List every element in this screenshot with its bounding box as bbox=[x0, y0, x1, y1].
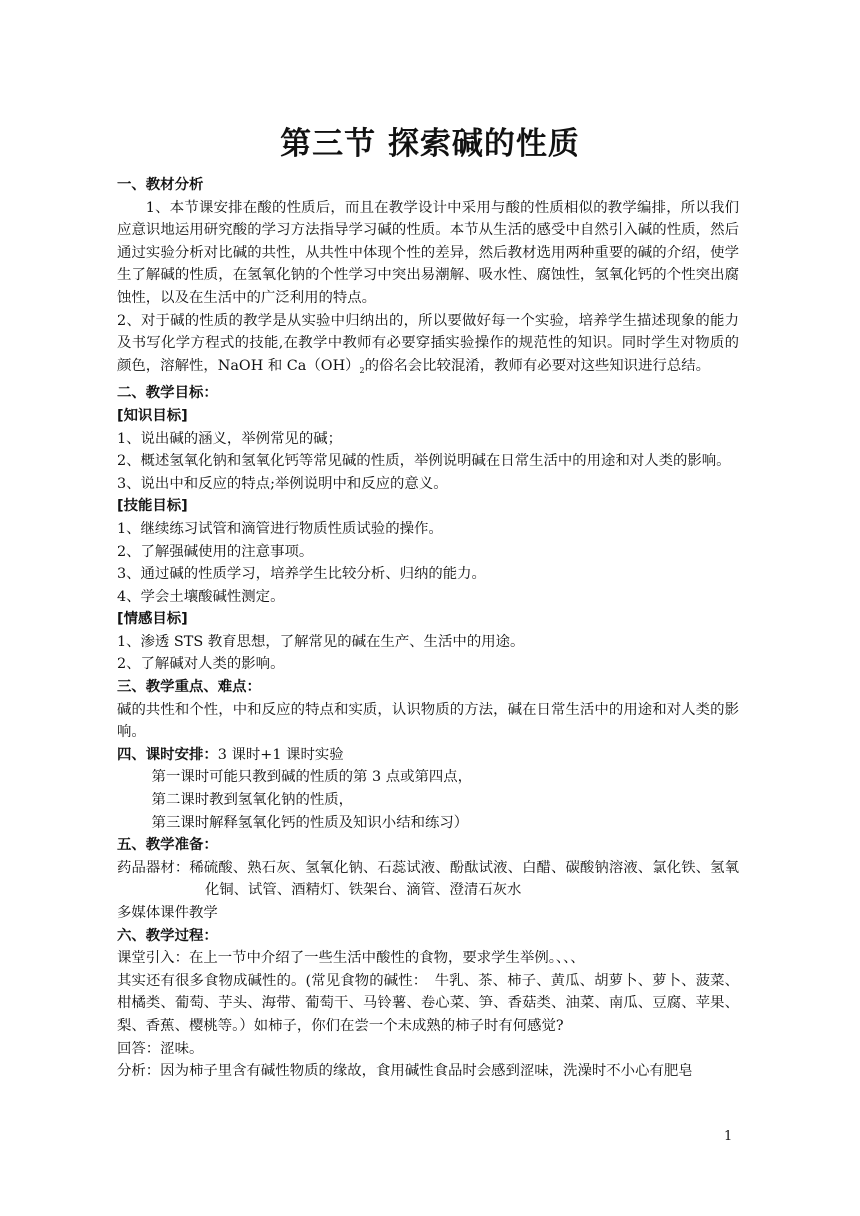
paragraph: 课堂引入：在上一节中介绍了一些生活中酸性的食物，要求学生举例。、、、 bbox=[117, 950, 585, 967]
list-item: 第一课时可能只教到碱的性质的第 3 点或第四点， bbox=[151, 769, 473, 786]
section-heading-analysis: 一、教材分析 bbox=[117, 177, 204, 193]
paragraph: 1、本节课安排在酸的性质后，而且在教学设计中采用与酸的性质相似的教学编排，所以我们应意识地运用研究酸的学习方法指导学习碱的性质。本节从生活的感受中自然引入碱的性质，然后通过实验分析对比碱的共性，从共性中体现个性的差异，然后教材选用两种重要的碱的介绍，使学生了解碱的性质，在氢氧化钠的个性学习中突出易潮解、吸水性、腐蚀性，氢氧化钙的个性突出腐蚀性，以及在生活中的广泛利用的特点。 bbox=[117, 199, 739, 306]
list-item: 3、说出中和反应的特点;举例说明中和反应的意义。 bbox=[117, 475, 448, 492]
schedule-line bbox=[117, 744, 739, 767]
list-item: 2、概述氢氧化钠和氢氧化钙等常见碱的性质，举例说明碱在日常生活中的用途和对人类的影响。 bbox=[117, 453, 731, 470]
schedule-summary: 3 课时+1 课时实验 bbox=[217, 746, 344, 763]
paragraph: 回答：涩味。 bbox=[117, 1040, 204, 1057]
page-number: 1 bbox=[724, 1129, 733, 1144]
section-heading-schedule: 四、课时安排： bbox=[117, 746, 218, 763]
paragraph: 其实还有很多食物成碱性的。(常见食物的碱性： 牛乳、茶、柿子、黄瓜、胡萝卜、萝卜、菠菜、柑橘类、葡萄、芋头、海带、葡萄干、马铃薯、卷心菜、笋、香菇类、油菜、南瓜、豆腐、苹果、梨、香蕉、樱桃等。）如柿子，你们在尝一个未成熟的柿子时有何感觉? bbox=[117, 972, 739, 1034]
paragraph-text: 的俗名会比较混淆，教师有必要对这些知识进行总结。 bbox=[364, 357, 710, 374]
page-title: 第三节 探索碱的性质 bbox=[280, 126, 580, 162]
section-heading-goals: 二、教学目标： bbox=[117, 385, 218, 402]
section-heading-preparation: 五、教学准备： bbox=[117, 837, 218, 854]
document-body bbox=[117, 174, 739, 1083]
subscript: 2 bbox=[359, 365, 365, 375]
paragraph bbox=[117, 310, 739, 383]
list-item: 第二课时教到氢氧化钠的性质， bbox=[151, 792, 354, 809]
subheading-skill: [技能目标] bbox=[117, 498, 188, 515]
list-item: 1、渗透 STS 教育思想，了解常见的碱在生产、生活中的用途。 bbox=[117, 633, 525, 650]
paragraph: 多媒体课件教学 bbox=[117, 905, 218, 921]
list-item: 1、说出碱的涵义，举例常见的碱； bbox=[117, 430, 343, 447]
subheading-knowledge: [知识目标] bbox=[117, 407, 188, 424]
subheading-emotion: [情感目标] bbox=[117, 611, 188, 628]
paragraph-text: 2、对于碱的性质的教学是从实验中归纳出的，所以要做好每一个实验，培养学生描述现象的能力及书写化学方程式的技能,在教学中教师有必要穿插实验操作的规范性的知识。同时学生对物质的颜色，溶解性，NaOH 和 Ca（OH） bbox=[117, 312, 739, 374]
list-item: 3、通过碱的性质学习，培养学生比较分析、归纳的能力。 bbox=[117, 566, 486, 583]
list-item: 2、了解碱对人类的影响。 bbox=[117, 656, 285, 673]
list-item: 第三课时解释氢氧化钙的性质及知识小结和练习） bbox=[151, 814, 469, 831]
paragraph: 碱的共性和个性，中和反应的特点和实质，认识物质的方法，碱在日常生活中的用途和对人类的影响。 bbox=[117, 701, 739, 741]
paragraph: 分析：因为柿子里含有碱性物质的缘故，食用碱性食品时会感到涩味，洗澡时不小心有肥皂 bbox=[117, 1063, 693, 1080]
list-item: 1、继续练习试管和滴管进行物质性质试验的操作。 bbox=[117, 520, 443, 537]
list-item: 4、学会土壤酸碱性测定。 bbox=[117, 588, 285, 605]
list-item: 2、了解强碱使用的注意事项。 bbox=[117, 543, 314, 560]
materials-list: 药品器材：稀硫酸、熟石灰、氢氧化钠、石蕊试液、酚酞试液、白醋、碳酸钠溶液、氯化铁、氢氧化铜、试管、酒精灯、铁架台、滴管、澄清石灰水 bbox=[117, 859, 739, 899]
section-heading-focus: 三、教学重点、难点： bbox=[117, 679, 261, 696]
section-heading-process: 六、教学过程： bbox=[117, 927, 218, 944]
